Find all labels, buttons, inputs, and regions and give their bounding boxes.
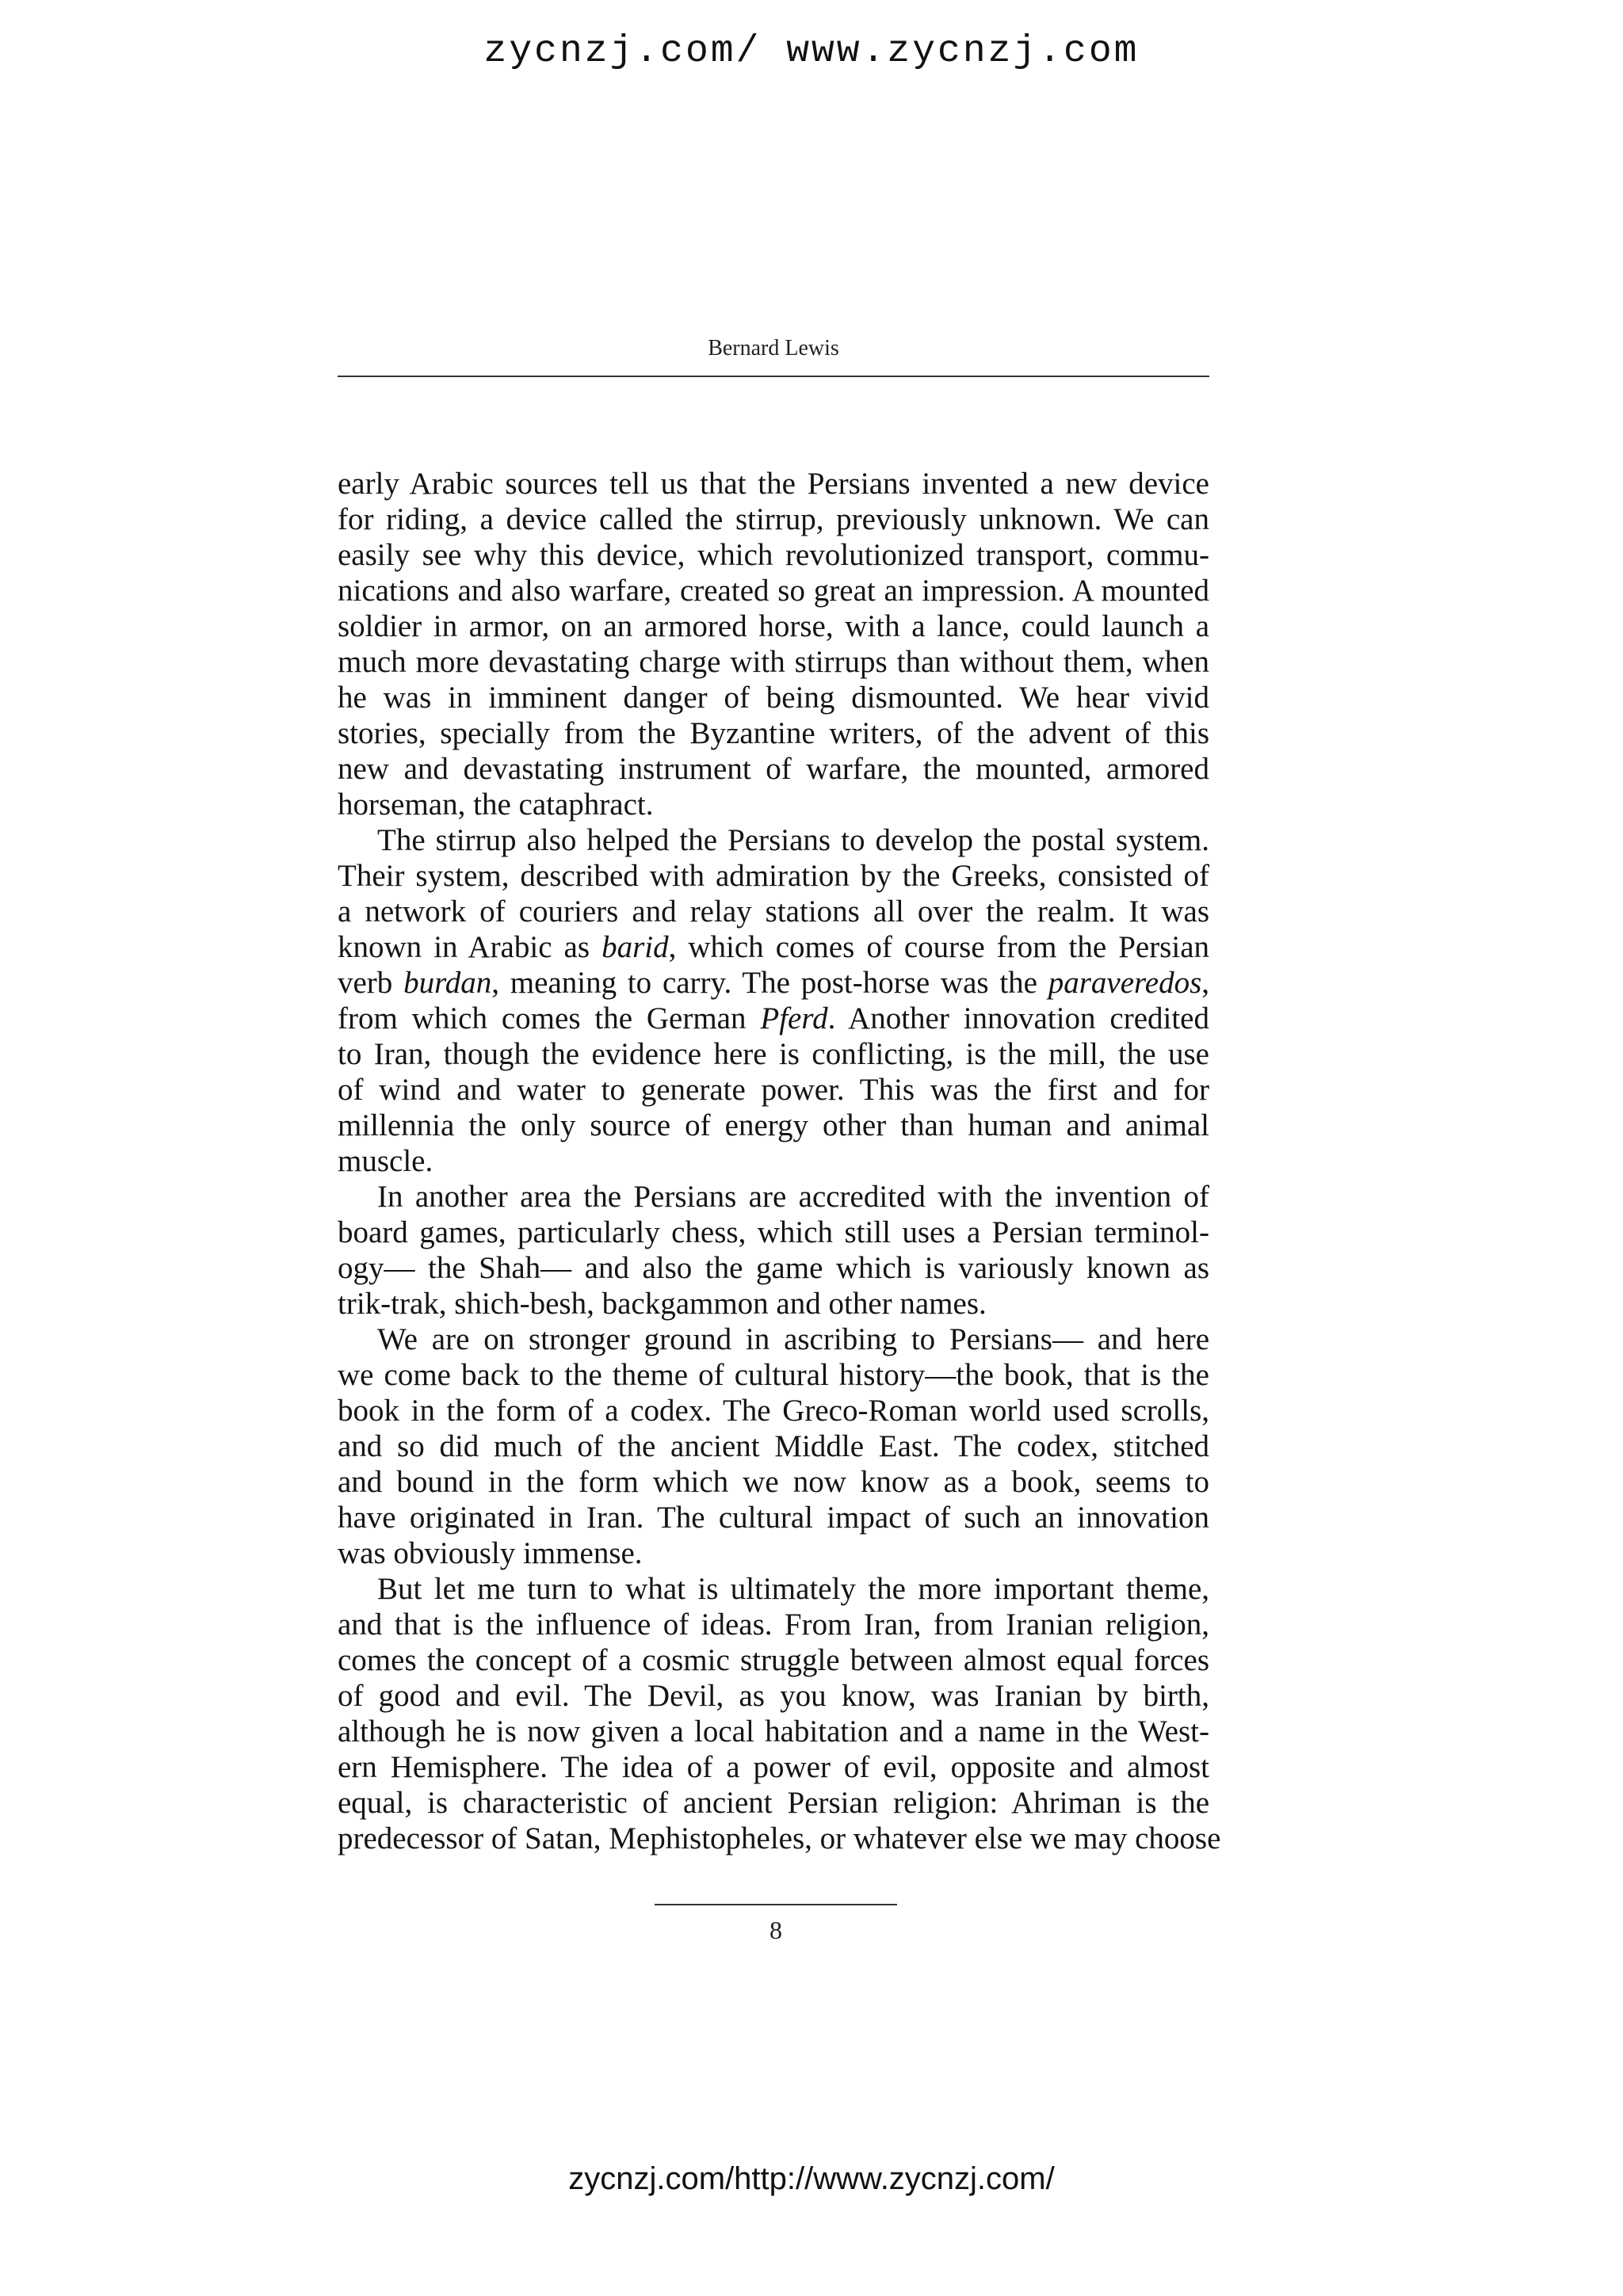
text-run: We are on stronger ground in ascribing to Persians— and here (377, 1322, 1209, 1356)
text-run: a network of couriers and relay stations all over the realm. It was (338, 894, 1209, 929)
italic-term: Pferd (760, 1001, 828, 1035)
italic-term: paraveredos (1048, 966, 1202, 1000)
watermark-bottom: zycnzj.com/http://www.zycnzj.com/ (568, 2161, 1055, 2196)
text-run: new and devastating instrument of warfare, the mounted, armored (338, 752, 1209, 786)
text-run: of good and evil. The Devil, as you know, was Iranian by birth, (338, 1679, 1209, 1713)
text-line (338, 1571, 1209, 1607)
text-run: he was in imminent danger of being dismounted. We hear vivid (338, 681, 1209, 715)
text-run: for riding, a device called the stirrup, previously unknown. We can (338, 502, 1209, 536)
text-run: much more devastating charge with stirrups than without them, when (338, 645, 1209, 679)
text-run: . Another innovation credited (827, 1001, 1209, 1035)
text-line (338, 537, 1209, 573)
text-line (338, 1001, 1209, 1036)
text-line (338, 1535, 1209, 1571)
paragraph (338, 1571, 1221, 1856)
text-line (338, 1143, 1209, 1179)
text-run: have originated in Iran. The cultural impact of such an innovation (338, 1501, 1209, 1535)
text-line (338, 1393, 1209, 1428)
text-line (338, 573, 1209, 608)
text-line (338, 1072, 1209, 1108)
text-line (338, 858, 1209, 894)
text-run: But let me turn to what is ultimately the more important theme, (377, 1572, 1209, 1606)
text-line (338, 822, 1209, 858)
running-head: Bernard Lewis (708, 336, 839, 360)
text-line (338, 1036, 1209, 1072)
text-run: early Arabic sources tell us that the Persians invented a new device (338, 467, 1209, 501)
paragraph (338, 1322, 1209, 1571)
text-run: , (1201, 966, 1209, 1000)
footer-divider (655, 1904, 897, 1905)
text-run: was obviously immense. (338, 1536, 643, 1570)
text-line (338, 715, 1209, 751)
text-run: trik-trak, shich-besh, backgammon and other names. (338, 1287, 987, 1321)
text-line (338, 1749, 1209, 1785)
text-run: nications and also warfare, created so great an impression. A mounted (338, 574, 1209, 608)
text-line (338, 751, 1209, 787)
text-line (338, 680, 1209, 715)
text-run: to Iran, though the evidence here is conflicting, is the mill, the use (338, 1037, 1209, 1071)
paragraph (338, 466, 1209, 822)
text-run: known in Arabic as (338, 930, 602, 964)
text-line (338, 787, 1209, 822)
text-line (338, 1464, 1209, 1500)
text-run: , which comes of course from the Persian (668, 930, 1209, 964)
text-line (338, 1322, 1209, 1357)
italic-term: burdan (403, 966, 492, 1000)
text-run: , meaning to carry. The post-horse was the (491, 966, 1048, 1000)
italic-term: barid (601, 930, 669, 964)
text-run: equal, is characteristic of ancient Persian religion: Ahriman is the (338, 1786, 1209, 1820)
text-line (338, 1357, 1209, 1393)
paragraph (338, 822, 1209, 1179)
text-run: and bound in the form which we now know as a book, seems to (338, 1465, 1209, 1499)
text-line (338, 1286, 1209, 1322)
text-line (338, 1500, 1209, 1535)
text-line (338, 1821, 1221, 1856)
text-run: of wind and water to generate power. This was the first and for (338, 1073, 1209, 1107)
paragraph (338, 1179, 1209, 1322)
text-run: In another area the Persians are accredited with the invention of (377, 1180, 1209, 1214)
text-line (338, 1607, 1209, 1642)
text-run: easily see why this device, which revolutionized transport, commu- (338, 538, 1209, 572)
text-run: and so did much of the ancient Middle East. The codex, stitched (338, 1429, 1209, 1463)
text-run: Their system, described with admiration by the Greeks, consisted of (338, 859, 1209, 893)
watermark-top: zycnzj.com/ www.zycnzj.com (483, 30, 1140, 73)
text-run: although he is now given a local habitation and a name in the West- (338, 1714, 1209, 1749)
text-line (338, 1785, 1209, 1821)
body-text (338, 466, 1221, 1856)
text-line (338, 502, 1209, 537)
text-run: verb (338, 966, 404, 1000)
page-number: 8 (769, 1916, 782, 1944)
text-run: book in the form of a codex. The Greco-Roman world used scrolls, (338, 1394, 1209, 1428)
text-run: predecessor of Satan, Mephistopheles, or whatever else we may choose (338, 1821, 1221, 1855)
text-line (338, 929, 1209, 965)
text-line (338, 1250, 1209, 1286)
text-run: The stirrup also helped the Persians to develop the postal system. (377, 823, 1209, 857)
text-run: ern Hemisphere. The idea of a power of evil, opposite and almost (338, 1750, 1209, 1784)
text-run: soldier in armor, on an armored horse, with a lance, could launch a (338, 609, 1209, 643)
text-line (338, 644, 1209, 680)
text-run: and that is the influence of ideas. From Iran, from Iranian religion, (338, 1608, 1209, 1642)
text-line (338, 608, 1209, 644)
text-line (338, 466, 1209, 502)
text-run: ogy— the Shah— and also the game which is variously known as (338, 1251, 1209, 1285)
text-run: comes the concept of a cosmic struggle between almost equal forces (338, 1643, 1209, 1677)
text-line (338, 1215, 1209, 1250)
text-line (338, 1714, 1209, 1749)
text-line (338, 1642, 1209, 1678)
text-line (338, 965, 1209, 1001)
text-run: we come back to the theme of cultural history—the book, that is the (338, 1358, 1209, 1392)
header-divider (338, 376, 1209, 377)
text-line (338, 1428, 1209, 1464)
text-run: muscle. (338, 1144, 433, 1178)
text-run: millennia the only source of energy other than human and animal (338, 1108, 1209, 1142)
text-line (338, 1108, 1209, 1143)
text-run: stories, specially from the Byzantine writers, of the advent of this (338, 716, 1209, 750)
text-line (338, 1678, 1209, 1714)
text-line (338, 1179, 1209, 1215)
text-run: horseman, the cataphract. (338, 788, 654, 822)
text-line (338, 894, 1209, 929)
text-run: from which comes the German (338, 1001, 761, 1035)
text-run: board games, particularly chess, which still uses a Persian terminol- (338, 1215, 1209, 1249)
